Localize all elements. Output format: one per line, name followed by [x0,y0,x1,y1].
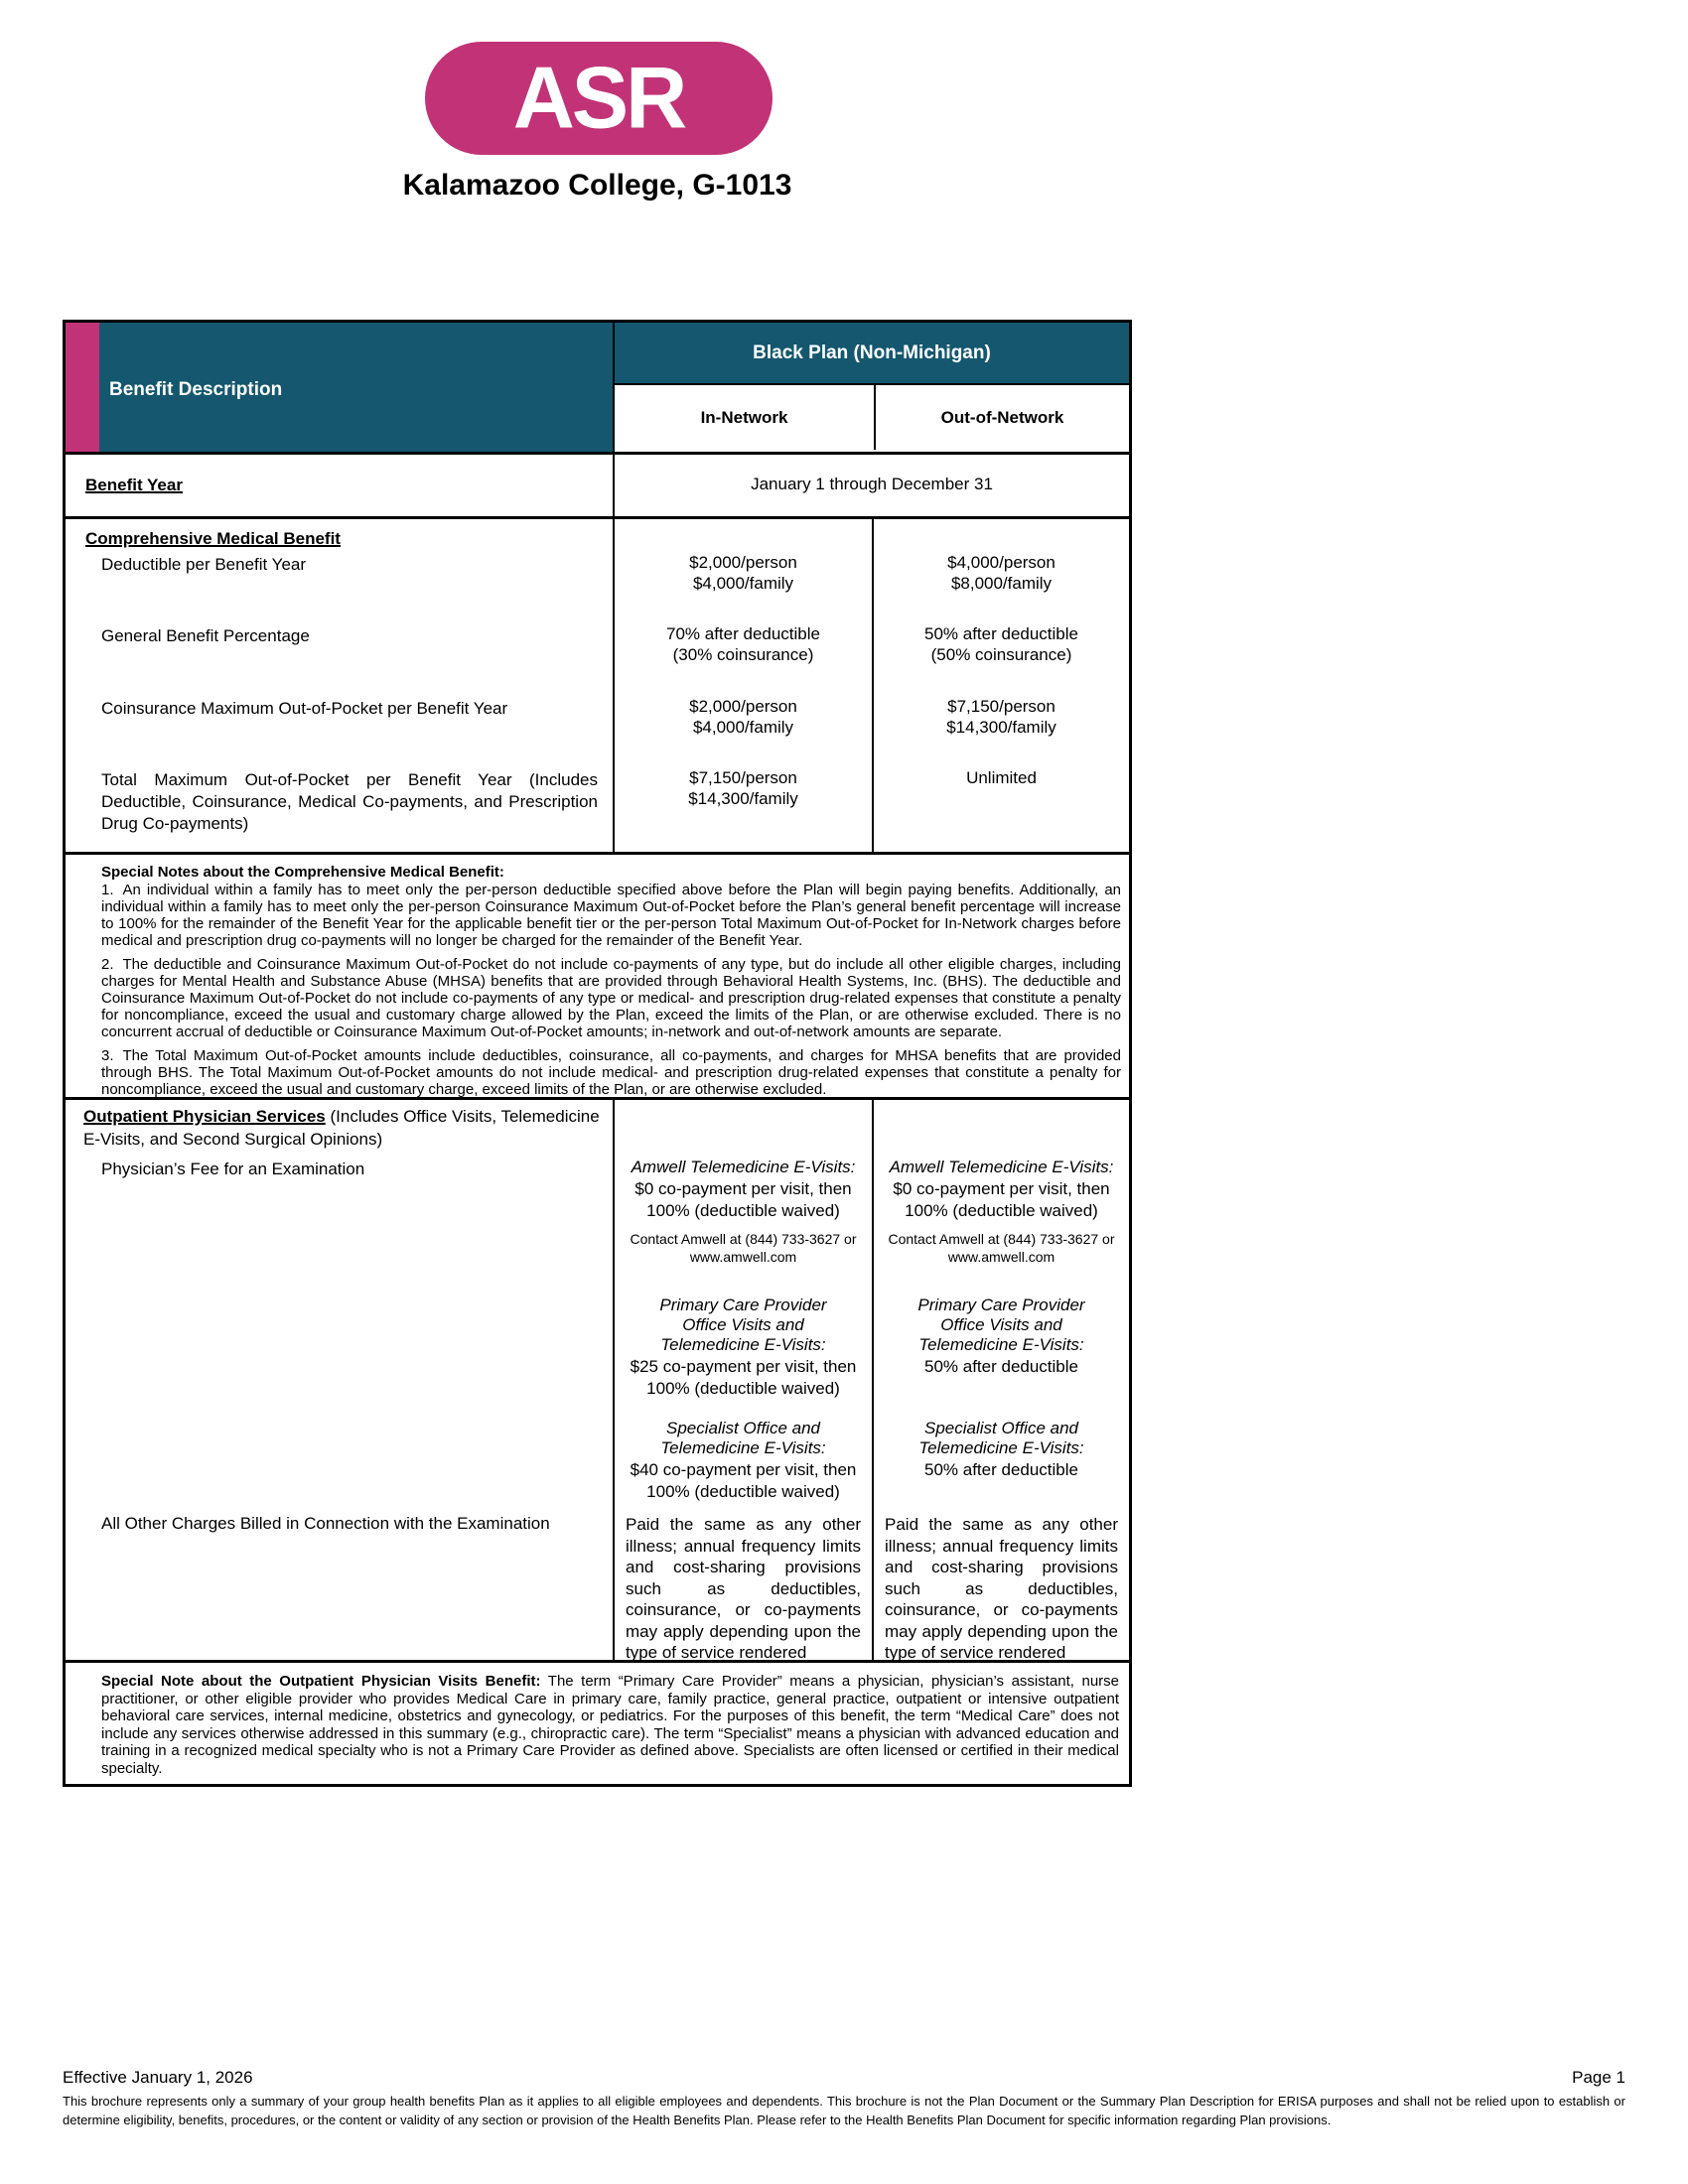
page-number: Page 1 [1572,2068,1625,2087]
outpatient-heading-title: Outpatient Physician Services [83,1107,326,1126]
network-header-row [615,385,1129,450]
note-number: 1. [101,882,114,898]
plan-header-cell [613,323,1129,452]
note-text: The Total Maximum Out-of-Pocket amounts include deductibles, coinsurance, all co-payments, and charges for MHSA benefits that are provided through BHS. The Total Maximum Out-of-Pocket amounts do not include medical- and prescription drug-related expenses that constitute a penalty for noncompliance, exceed the usual and customary charge, exceed limits of the Plan, or are otherwise excluded. [101,1047,1121,1098]
pcp-value-line: 100% (deductible waived) [646,1379,840,1398]
amwell-title: Amwell Telemedicine E-Visits: [889,1158,1114,1176]
amwell-value-line: $0 co-payment per visit, then [893,1179,1110,1198]
footer-disclaimer: This brochure represents only a summary of your group health benefits Plan as it applies to all eligible employees and dependents. This brochure is not the Plan Document or the Summary Plan Description for ERISA purposes and shall not be relied upon to establish or determine eligibility, benefits, procedures, or the content or validity of any section or provision of the Health Benefits Plan. Please refer to the Health Benefits Plan Document for specific information regarding Plan provisions. [63,2094,1625,2127]
cell-value: $7,150/person $14,300/family [946,697,1056,737]
benefit-year-label: Benefit Year [85,476,183,494]
row-label: Deductible per Benefit Year [101,555,307,574]
exam-fee-label: Physician’s Fee for an Examination [101,1160,365,1178]
pcp-value-line: $25 co-payment per visit, then [630,1357,857,1376]
specialist-title-line: Specialist Office and [924,1419,1078,1437]
plan-name-label: Black Plan (Non-Michigan) [615,323,1129,385]
effective-date: Effective January 1, 2026 [63,2068,253,2087]
outpatient-heading [83,1105,616,1151]
out-of-network-column [872,1100,1129,1660]
outpatient-physician-row [66,1097,1129,1660]
pcp-title-line: Office Visits and [940,1315,1062,1334]
benefit-year-value: January 1 through December 31 [613,455,1129,516]
page-title: Kalamazoo College, G-1013 [402,169,792,202]
specialist-title-line: Telemedicine E-Visits: [660,1438,826,1457]
special-notes-title: Special Notes about the Comprehensive Medical Benefit: [101,864,504,881]
other-charges-value: Paid the same as any other illness; annual frequency limits and cost-sharing provisions such as deductibles, coinsurance, or co-payments may apply depending upon the type of service rendered [626,1515,861,1662]
pcp-title-line: Telemedicine E-Visits: [660,1335,826,1354]
out-of-network-column [872,519,1129,852]
cell-value: 70% after deductible (30% coinsurance) [666,624,820,664]
specialist-title-line: Telemedicine E-Visits: [918,1438,1084,1457]
amwell-contact-line: Contact Amwell at (844) 733-3627 or [630,1231,857,1247]
special-notes-row [66,852,1129,1097]
benefit-description-header-cell [66,323,613,452]
pcp-value-line: 50% after deductible [924,1357,1078,1376]
specialist-value-line: 100% (deductible waived) [646,1482,840,1501]
special-note-1 [101,882,1121,949]
asr-logo [425,42,773,155]
comprehensive-medical-row [66,516,1129,852]
amwell-contact-line: Contact Amwell at (844) 733-3627 or [888,1231,1115,1247]
row-label: Coinsurance Maximum Out-of-Pocket per Benefit Year [101,699,508,718]
pcp-title-line: Primary Care Provider [659,1296,827,1314]
special-note-2 [101,956,1121,1040]
outpatient-note-text: The term “Primary Care Provider” means a physician, physician’s assistant, nurse practitioner, or other eligible provider who provides Medical Care in primary care, family practice, general practice, outpatient or intensive outpatient behavioral care services, internal medicine, obstetrics and gynecology, or pediatrics. For the purposes of this benefit, the term “Medical Care” does not include any services otherwise addressed in this summary (e.g., chiropractic care). The term “Specialist” means a physician with advanced education and training in a recognized medical specialty who is not a Primary Care Provider as defined above. Specialists are often licensed or certified in their medical specialty. [101,1673,1119,1777]
amwell-value-line: $0 co-payment per visit, then [634,1179,852,1198]
note-text: An individual within a family has to meet only the per-person deductible specified above before the Plan will begin paying benefits. Additionally, an individual within a family has to meet only the per-person Coinsurance Maximum Out-of-Pocket before the Plan’s general benefit percentage will increase to 100% for the remainder of the Benefit Year for the applicable benefit tier or the per-person Total Maximum Out-of-Pocket for In-Network charges before medical and prescription drug co-payments will no longer be charged for the remainder of the Benefit Year. [101,882,1121,949]
benefit-year-row [66,452,1129,516]
amwell-contact-line: www.amwell.com [689,1249,797,1265]
row-label: Total Maximum Out-of-Pocket per Benefit Year (Includes Deductible, Coinsurance, Medical Co-payments, and Prescription Drug Co-payments) [101,770,598,833]
cell-value: $4,000/person $8,000/family [947,553,1055,593]
pcp-title-line: Primary Care Provider [917,1296,1085,1314]
cell-value: $7,150/person $14,300/family [688,768,798,808]
amwell-value-line: 100% (deductible waived) [905,1201,1098,1220]
amwell-value-line: 100% (deductible waived) [646,1201,840,1220]
note-number: 2. [101,956,114,973]
magenta-accent-stripe [66,323,99,452]
note-number: 3. [101,1047,114,1064]
note-text: The deductible and Coinsurance Maximum Out-of-Pocket do not include co-payments of any type, but do include all other eligible charges, including charges for Mental Health and Substance Abuse (MHSA) benefits that are provided through Behavioral Health Systems, Inc. (BHS). The deductible and Coinsurance Maximum Out-of-Pocket do not include co-payments of any type or medical- and prescription drug-related expenses that constitute a penalty for noncompliance, exceed the usual and customary charge allowed by the Plan, exceed the limits of the Plan, or are otherwise excluded. There is no concurrent accrual of deductible or Coinsurance Maximum Out-of-Pocket amounts; in-network and out-of-network amounts are separate. [101,956,1121,1040]
other-charges-label: All Other Charges Billed in Connection with the Examination [101,1514,550,1533]
other-charges-value: Paid the same as any other illness; annual frequency limits and cost-sharing provisions such as deductibles, coinsurance, or co-payments may apply depending upon the type of service rendered [885,1515,1118,1662]
out-of-network-header: Out-of-Network [874,385,1129,450]
cell-value: $2,000/person $4,000/family [689,697,797,737]
cell-value: $2,000/person $4,000/family [689,553,797,593]
benefit-table [63,320,1132,1787]
outpatient-note [101,1673,1119,1777]
outpatient-note-title: Special Note about the Outpatient Physician Visits Benefit: [101,1673,541,1690]
specialist-title-line: Specialist Office and [666,1419,820,1437]
pcp-title-line: Office Visits and [682,1315,804,1334]
table-header-row [66,323,1129,452]
special-note-3 [101,1047,1121,1098]
amwell-title: Amwell Telemedicine E-Visits: [631,1158,856,1176]
asr-logo-text: ASR [512,50,685,147]
specialist-value-line: 50% after deductible [924,1460,1078,1479]
in-network-header: In-Network [700,408,788,427]
in-network-column [613,519,872,852]
in-network-column [613,1100,872,1660]
specialist-value-line: $40 co-payment per visit, then [630,1460,857,1479]
outpatient-note-row [66,1660,1129,1784]
cell-value: Unlimited [966,768,1037,787]
row-label: General Benefit Percentage [101,626,310,645]
comprehensive-heading: Comprehensive Medical Benefit [85,529,341,548]
cell-value: 50% after deductible (50% coinsurance) [924,624,1078,664]
benefit-description-label: Benefit Description [109,379,283,400]
outpatient-heading-note: (Includes Office Visits, Telemedicine E-Visits, and Second Surgical Opinions) [83,1107,600,1149]
pcp-title-line: Telemedicine E-Visits: [918,1335,1084,1354]
amwell-contact-line: www.amwell.com [947,1249,1055,1265]
